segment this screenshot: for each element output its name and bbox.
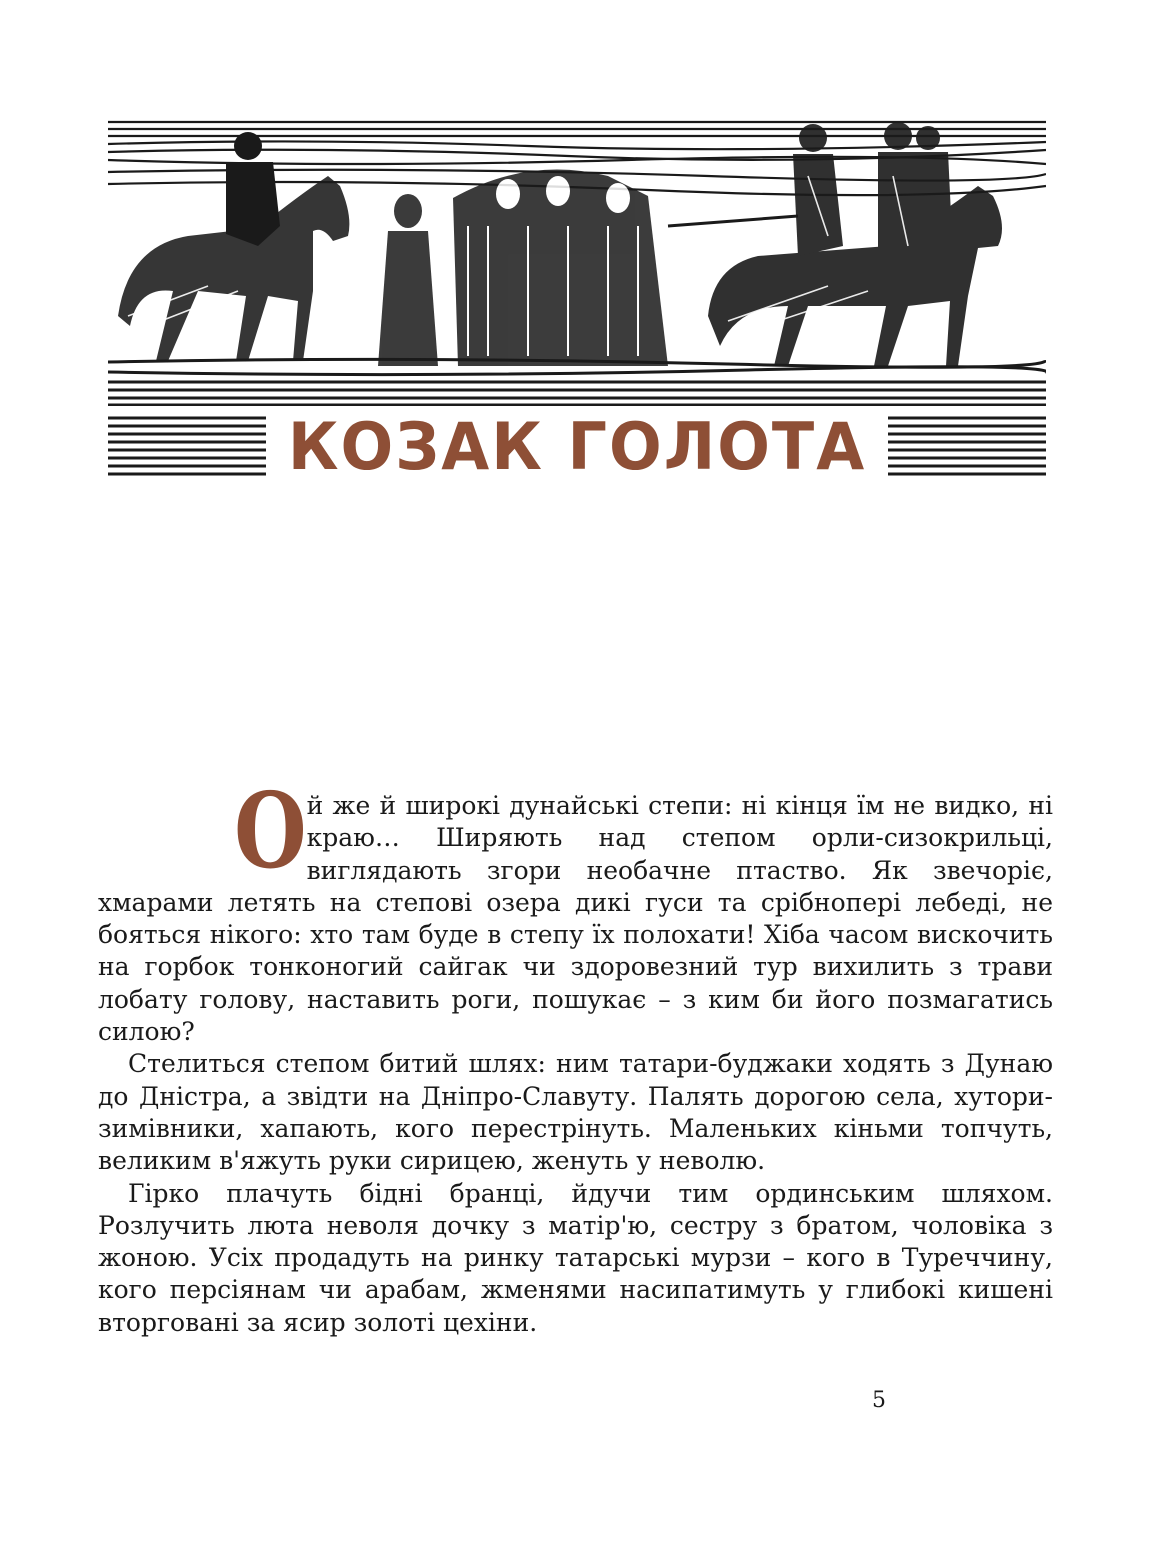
paragraph-2: Стелиться степом битий шлях: ним татари-буджаки ходять з Дунаю до Дністра, а звідти на Дніпро-Славуту. Палять дорогою села, хутори-зимівники, хапають, кого перестрінуть. Маленьких кіньми топчуть, великим в'яжуть руки сирицею, женуть у неволю. <box>98 1049 1053 1176</box>
woodcut-captives-and-riders-illustration <box>108 116 1046 406</box>
story-title: КОЗАК ГОЛОТА <box>266 410 888 484</box>
title-wrapper <box>108 408 1046 485</box>
dropcap-letter: О <box>234 769 307 892</box>
paragraph-3: Гірко плачуть бідні бранці, йдучи тим ординським шляхом. Розлучить люта неволя дочку з матір'ю, сестру з братом, чоловіка з жоною. Усіх продадуть на ринку татарські мурзи – кого в Туреччину, кого персіянам чи арабам, жменями насипатимуть у глибокі кишені вторговані за ясир золоті цехіни. <box>98 1178 1053 1337</box>
woodcut-illustration <box>108 116 1046 406</box>
story-text <box>98 769 1053 1339</box>
page-number: 5 <box>872 1388 886 1413</box>
paragraph-1 <box>98 769 1053 1048</box>
paragraph-1-text: й же й широкі дунайські степи: ні кінця їм не видко, ні краю… Ширяють над степом орли-сизокрильці, виглядають згори необачне птаство. Як звечоріє, хмарами летять на степові озера дикі гуси та срібноперi лебеді, не бояться нікого: хто там буде в степу їх полохати! Хіба часом вискочить на горбок тонконогий сайгак чи здоровезний тур вихилить з трави лобату голову, наставить роги, пошукає – з ким би його позмагатись силою? <box>98 791 1053 1047</box>
title-band <box>108 408 1046 485</box>
